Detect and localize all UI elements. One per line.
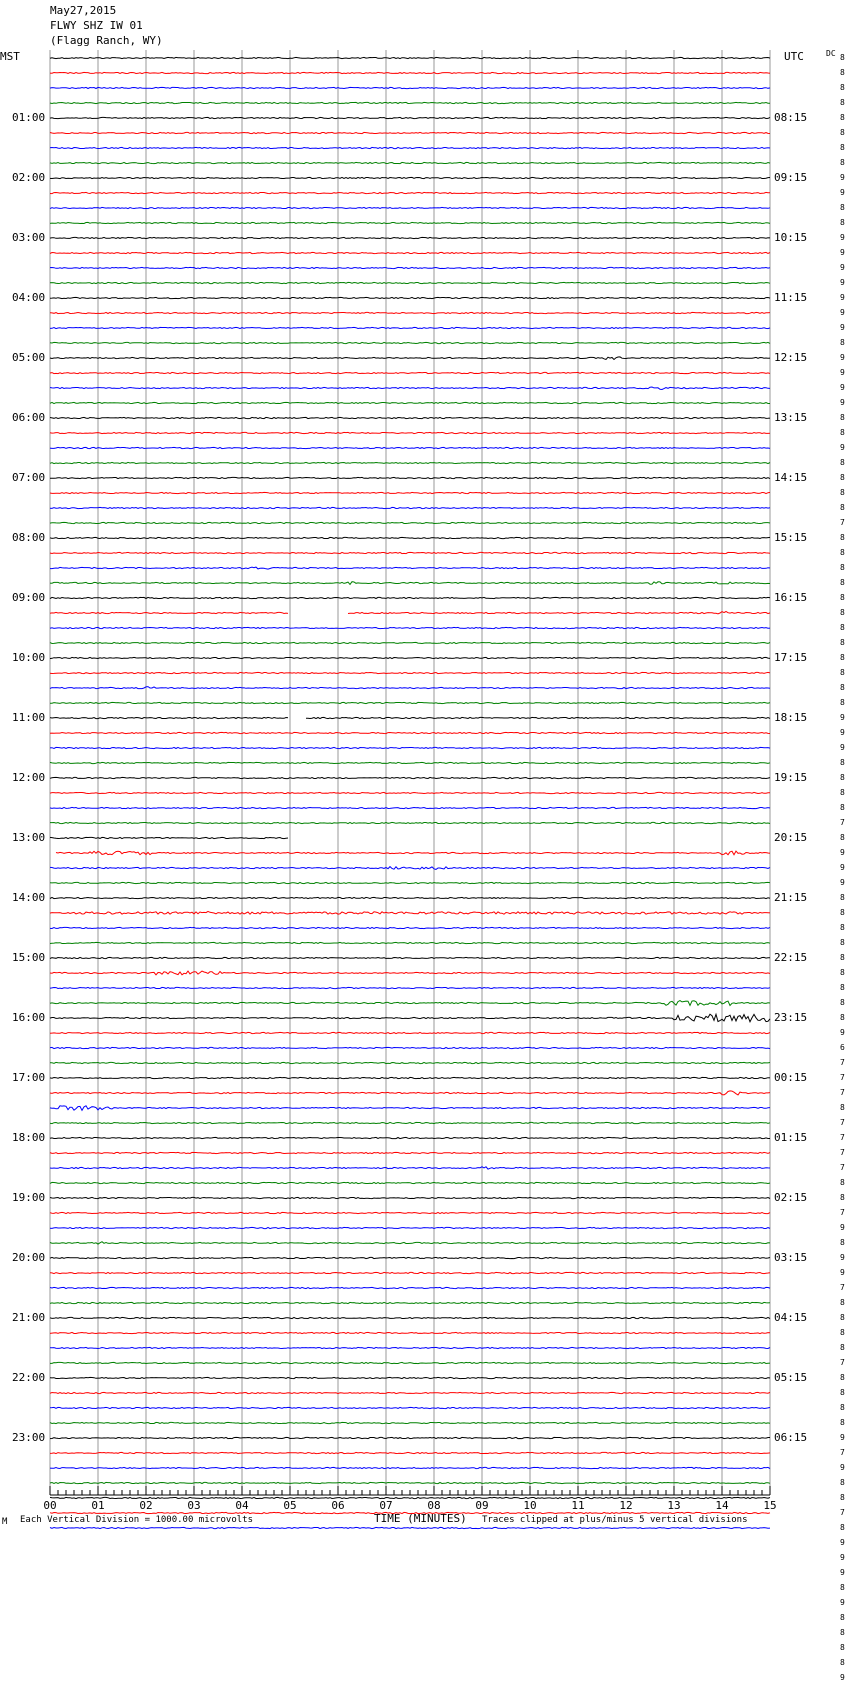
dc-offset-value: 9 (840, 878, 845, 887)
dc-offset-value: 8 (840, 128, 845, 137)
dc-offset-value: 8 (840, 773, 845, 782)
trace-21 (50, 372, 770, 373)
left-hour-label: 08:00 (12, 531, 46, 544)
dc-offset-value: 9 (840, 1538, 845, 1547)
trace-27 (50, 462, 770, 463)
trace-68 (50, 1077, 770, 1078)
dc-offset-value: 8 (840, 53, 845, 62)
dc-offset-value: 8 (840, 998, 845, 1007)
trace-2 (50, 87, 770, 88)
right-hour-label: 02:15 (774, 1191, 808, 1204)
trace-77 (50, 1212, 770, 1213)
trace-78 (50, 1227, 770, 1228)
dc-offset-value: 8 (840, 533, 845, 542)
dc-offset-value: 7 (840, 1163, 845, 1172)
dc-offset-value: 8 (840, 1238, 845, 1247)
dc-offset-value: 8 (840, 1478, 845, 1487)
dc-offset-value: 8 (840, 638, 845, 647)
trace-69 (50, 1091, 770, 1095)
dc-offset-value: 8 (840, 1493, 845, 1502)
trace-20 (50, 357, 770, 360)
dc-offset-value: 7 (840, 1208, 845, 1217)
trace-11 (50, 222, 770, 223)
right-hour-label: 23:15 (774, 1011, 808, 1024)
trace-0 (50, 57, 770, 58)
dc-offset-value: 7 (840, 1133, 845, 1142)
trace-84 (50, 1317, 770, 1318)
x-axis (43, 1486, 776, 1512)
left-hour-label: 22:00 (12, 1371, 46, 1384)
trace-17 (50, 312, 770, 313)
trace-18 (50, 327, 770, 328)
right-hour-label: 21:15 (774, 891, 808, 904)
dc-offset-value: 8 (840, 968, 845, 977)
trace-34 (50, 567, 770, 569)
trace-33 (50, 552, 770, 553)
trace-12 (50, 237, 770, 238)
trace-19 (50, 342, 770, 343)
trace-37 (50, 612, 770, 614)
right-hour-label: 18:15 (774, 711, 808, 724)
x-tick-label: 03 (187, 1499, 201, 1512)
trace-1 (50, 72, 770, 73)
left-hour-label: 23:00 (12, 1431, 46, 1444)
dc-offset-value: 9 (840, 1028, 845, 1037)
trace-15 (50, 282, 770, 283)
trace-4 (50, 117, 770, 118)
dc-offset-value: 7 (840, 1283, 845, 1292)
left-hour-label: 13:00 (12, 831, 46, 844)
x-tick-label: 09 (475, 1499, 489, 1512)
trace-61 (50, 971, 770, 975)
dc-offset-value: 8 (840, 983, 845, 992)
left-hour-label: 03:00 (12, 231, 46, 244)
header-location: (Flagg Ranch, WY) (50, 34, 163, 47)
trace-25 (50, 432, 770, 433)
trace-24 (50, 417, 770, 418)
dc-offset-value: 7 (840, 1058, 845, 1067)
dc-offset-value: 8 (840, 578, 845, 587)
trace-71 (50, 1122, 770, 1123)
trace-83 (50, 1302, 770, 1303)
dc-offset-value: 8 (840, 1628, 845, 1637)
dc-offset-value: 8 (840, 68, 845, 77)
dc-offset-value: 8 (840, 338, 845, 347)
trace-43 (50, 702, 770, 703)
trace-29 (50, 492, 770, 493)
dc-offset-value: 8 (840, 503, 845, 512)
left-hour-label: 15:00 (12, 951, 46, 964)
left-hour-label: 18:00 (12, 1131, 46, 1144)
dc-offset-value: 9 (840, 263, 845, 272)
dc-offset-value: 6 (840, 1043, 845, 1052)
dc-offset-value: 8 (840, 1643, 845, 1652)
dc-offset-value: 8 (840, 698, 845, 707)
dc-offset-value: 9 (840, 743, 845, 752)
trace-23 (50, 402, 770, 403)
right-hour-label: 00:15 (774, 1071, 808, 1084)
dc-offset-value: 8 (840, 413, 845, 422)
left-hour-label: 09:00 (12, 591, 46, 604)
x-tick-label: 04 (235, 1499, 249, 1512)
left-hour-label: 01:00 (12, 111, 46, 124)
x-tick-label: 07 (379, 1499, 393, 1512)
dc-offset-value: 8 (840, 1523, 845, 1532)
dc-offset-value: 8 (840, 893, 845, 902)
x-tick-label: 01 (91, 1499, 105, 1512)
grid-lines (50, 50, 770, 1495)
dc-offset-value: 9 (840, 1463, 845, 1472)
dc-offset-value: 8 (840, 458, 845, 467)
trace-89 (50, 1392, 770, 1393)
left-hour-label: 11:00 (12, 711, 46, 724)
corner-mark: M (2, 1517, 8, 1527)
dc-offset-value: 8 (840, 1658, 845, 1667)
dc-offset-value: 8 (840, 1373, 845, 1382)
left-hour-label: 06:00 (12, 411, 46, 424)
header-date: May27,2015 (50, 4, 117, 17)
trace-85 (50, 1332, 770, 1333)
right-timezone-label: UTC (784, 50, 804, 63)
right-hour-label: 04:15 (774, 1311, 808, 1324)
dc-offset-value: 7 (840, 518, 845, 527)
trace-90 (50, 1407, 770, 1408)
left-hour-label: 21:00 (12, 1311, 46, 1324)
x-tick-label: 06 (331, 1499, 345, 1512)
dc-offset-value: 7 (840, 1073, 845, 1082)
trace-96 (50, 1497, 770, 1498)
clip-note: Traces clipped at plus/minus 5 vertical divisions (482, 1515, 748, 1525)
dc-offset-value: 8 (840, 563, 845, 572)
right-hour-label: 09:15 (774, 171, 808, 184)
trace-80 (50, 1257, 770, 1258)
x-tick-label: 10 (523, 1499, 537, 1512)
dc-offset-value: 7 (840, 818, 845, 827)
trace-94 (50, 1467, 770, 1468)
trace-9 (50, 192, 770, 193)
trace-98 (50, 1527, 770, 1528)
right-hour-label: 17:15 (774, 651, 808, 664)
dc-offset-value: 9 (840, 248, 845, 257)
right-hour-label: 12:15 (774, 351, 808, 364)
x-tick-label: 02 (139, 1499, 153, 1512)
dc-offset-value: 8 (840, 653, 845, 662)
dc-label: DC (826, 49, 836, 58)
trace-76 (50, 1197, 770, 1198)
trace-5 (50, 132, 770, 133)
left-hour-label: 17:00 (12, 1071, 46, 1084)
dc-offset-value: 9 (840, 1568, 845, 1577)
trace-50 (50, 807, 770, 808)
trace-67 (50, 1062, 770, 1063)
trace-41 (50, 672, 770, 673)
dc-offset-value: 8 (840, 1418, 845, 1427)
left-hour-label: 02:00 (12, 171, 46, 184)
dc-offset-value: 8 (840, 608, 845, 617)
dc-offset-value: 9 (840, 278, 845, 287)
left-hour-label: 20:00 (12, 1251, 46, 1264)
dc-offset-value: 9 (840, 1598, 845, 1607)
dc-offset-value: 8 (840, 833, 845, 842)
trace-28 (50, 477, 770, 478)
trace-3 (50, 102, 770, 103)
trace-39 (50, 642, 770, 643)
right-hour-label: 05:15 (774, 1371, 808, 1384)
trace-22 (50, 387, 770, 390)
trace-56 (50, 897, 770, 898)
dc-offset-value: 8 (840, 938, 845, 947)
trace-13 (50, 252, 770, 253)
trace-54 (50, 867, 770, 870)
dc-offset-value: 8 (840, 1583, 845, 1592)
dc-offset-value: 8 (840, 1403, 845, 1412)
trace-8 (50, 177, 770, 178)
trace-91 (50, 1422, 770, 1423)
dc-offset-value: 9 (840, 398, 845, 407)
dc-offset-value: 9 (840, 728, 845, 737)
x-tick-label: 14 (715, 1499, 729, 1512)
dc-offset-value: 9 (840, 1253, 845, 1262)
dc-offset-value: 8 (840, 98, 845, 107)
dc-offset-value: 8 (840, 683, 845, 692)
x-axis-title: TIME (MINUTES) (374, 1512, 467, 1525)
trace-14 (50, 267, 770, 268)
dc-offset-value: 9 (840, 1673, 845, 1682)
trace-59 (50, 942, 770, 943)
dc-offset-value: 8 (840, 143, 845, 152)
trace-72 (50, 1137, 770, 1138)
trace-57 (50, 911, 770, 914)
trace-79 (50, 1242, 770, 1244)
dc-offset-value: 7 (840, 1508, 845, 1517)
trace-32 (50, 537, 770, 538)
right-hour-label: 06:15 (774, 1431, 808, 1444)
trace-82 (50, 1287, 770, 1288)
trace-36 (50, 597, 770, 598)
right-hour-label: 01:15 (774, 1131, 808, 1144)
x-tick-label: 12 (619, 1499, 633, 1512)
dc-offset-value: 8 (840, 908, 845, 917)
dc-offset-value: 8 (840, 923, 845, 932)
dc-offset-value: 9 (840, 353, 845, 362)
trace-52 (50, 837, 770, 838)
dc-offset-value: 9 (840, 1268, 845, 1277)
trace-26 (50, 447, 770, 448)
dc-offset-value: 9 (840, 308, 845, 317)
right-hour-label: 13:15 (774, 411, 808, 424)
dc-offset-value: 8 (840, 803, 845, 812)
right-hour-label: 20:15 (774, 831, 808, 844)
dc-offset-value: 9 (840, 188, 845, 197)
trace-81 (50, 1272, 770, 1273)
dc-offset-value: 8 (840, 788, 845, 797)
left-hour-label: 04:00 (12, 291, 46, 304)
dc-offset-value: 8 (840, 113, 845, 122)
trace-92 (50, 1437, 770, 1438)
left-hour-label: 16:00 (12, 1011, 46, 1024)
dc-offset-value: 8 (840, 83, 845, 92)
dc-offset-value: 8 (840, 758, 845, 767)
dc-offset-value: 7 (840, 1358, 845, 1367)
trace-47 (50, 762, 770, 763)
dc-offset-value: 8 (840, 1343, 845, 1352)
trace-31 (50, 522, 770, 523)
dc-offset-value: 8 (840, 1388, 845, 1397)
trace-group (50, 57, 770, 1534)
trace-6 (50, 147, 770, 148)
dc-offset-value: 8 (840, 623, 845, 632)
dc-offset-value: 8 (840, 1313, 845, 1322)
x-tick-label: 00 (43, 1499, 57, 1512)
right-hour-label: 11:15 (774, 291, 808, 304)
dc-offset-value: 9 (840, 848, 845, 857)
dc-offset-value: 8 (840, 158, 845, 167)
dc-offset-value: 8 (840, 1013, 845, 1022)
dc-offset-value: 9 (840, 1433, 845, 1442)
dc-offset-value: 8 (840, 1328, 845, 1337)
dc-offset-value: 8 (840, 1193, 845, 1202)
trace-75 (50, 1182, 770, 1183)
x-tick-label: 08 (427, 1499, 441, 1512)
dc-offset-value: 9 (840, 233, 845, 242)
dc-offset-value: 9 (840, 713, 845, 722)
right-hour-label: 10:15 (774, 231, 808, 244)
trace-87 (50, 1362, 770, 1363)
x-tick-label: 15 (763, 1499, 777, 1512)
right-hour-label: 15:15 (774, 531, 808, 544)
dc-offset-value: 9 (840, 1223, 845, 1232)
dc-offset-value: 7 (840, 1118, 845, 1127)
right-hour-label: 19:15 (774, 771, 808, 784)
left-hour-label: 14:00 (12, 891, 46, 904)
dc-offset-value: 8 (840, 668, 845, 677)
trace-10 (50, 207, 770, 208)
dc-offset-value: 9 (840, 443, 845, 452)
trace-88 (50, 1377, 770, 1378)
left-hour-label: 10:00 (12, 651, 46, 664)
trace-74 (50, 1167, 770, 1169)
dc-offset-value: 7 (840, 1448, 845, 1457)
trace-60 (50, 957, 770, 958)
trace-48 (50, 777, 770, 778)
trace-35 (50, 582, 770, 585)
trace-40 (50, 657, 770, 658)
dc-offset-value: 8 (840, 1103, 845, 1112)
x-tick-label: 11 (571, 1499, 585, 1512)
scale-note: Each Vertical Division = 1000.00 microvolts (20, 1515, 253, 1525)
dc-offset-value: 8 (840, 953, 845, 962)
trace-38 (50, 627, 770, 628)
left-timezone-label: MST (0, 50, 20, 63)
dc-offset-value: 8 (840, 1613, 845, 1622)
trace-64 (50, 1014, 770, 1022)
dc-offset-value: 9 (840, 863, 845, 872)
dc-offset-value: 8 (840, 218, 845, 227)
dc-offset-value: 8 (840, 428, 845, 437)
trace-93 (50, 1452, 770, 1453)
trace-58 (50, 927, 770, 928)
trace-42 (50, 687, 770, 689)
trace-55 (50, 882, 770, 883)
dc-offset-value: 8 (840, 1298, 845, 1307)
dc-offset-value: 8 (840, 1178, 845, 1187)
dc-offset-value: 9 (840, 383, 845, 392)
trace-65 (50, 1032, 770, 1033)
x-tick-label: 05 (283, 1499, 297, 1512)
dc-offset-value: 7 (840, 1088, 845, 1097)
dc-offset-value: 8 (840, 473, 845, 482)
left-hour-label: 12:00 (12, 771, 46, 784)
right-hour-label: 03:15 (774, 1251, 808, 1264)
right-hour-label: 14:15 (774, 471, 808, 484)
left-hour-label: 07:00 (12, 471, 46, 484)
trace-45 (50, 732, 770, 733)
trace-73 (50, 1152, 770, 1153)
left-hour-label: 19:00 (12, 1191, 46, 1204)
right-hour-label: 08:15 (774, 111, 808, 124)
dc-offset-value: 9 (840, 293, 845, 302)
trace-46 (50, 747, 770, 748)
dc-offset-value: 8 (840, 593, 845, 602)
dc-offset-value: 9 (840, 323, 845, 332)
dc-offset-value: 8 (840, 548, 845, 557)
dc-offset-value: 7 (840, 1148, 845, 1157)
dc-offset-value: 9 (840, 173, 845, 182)
trace-70 (50, 1106, 770, 1111)
trace-16 (50, 297, 770, 298)
trace-7 (50, 162, 770, 163)
right-hour-label: 22:15 (774, 951, 808, 964)
trace-95 (50, 1482, 770, 1483)
trace-44 (50, 717, 770, 718)
dc-offset-value: 9 (840, 1553, 845, 1562)
right-hour-label: 16:15 (774, 591, 808, 604)
trace-63 (50, 1001, 770, 1006)
trace-53 (56, 851, 770, 855)
left-hour-label: 05:00 (12, 351, 46, 364)
trace-30 (50, 507, 770, 508)
trace-62 (50, 987, 770, 988)
x-tick-label: 13 (667, 1499, 681, 1512)
trace-51 (50, 822, 770, 823)
trace-49 (50, 792, 770, 793)
trace-86 (50, 1347, 770, 1348)
dc-offset-value: 8 (840, 203, 845, 212)
dc-offset-value: 9 (840, 368, 845, 377)
dc-offset-value: 8 (840, 488, 845, 497)
header-station: FLWY SHZ IW 01 (50, 19, 143, 32)
trace-66 (50, 1047, 770, 1048)
